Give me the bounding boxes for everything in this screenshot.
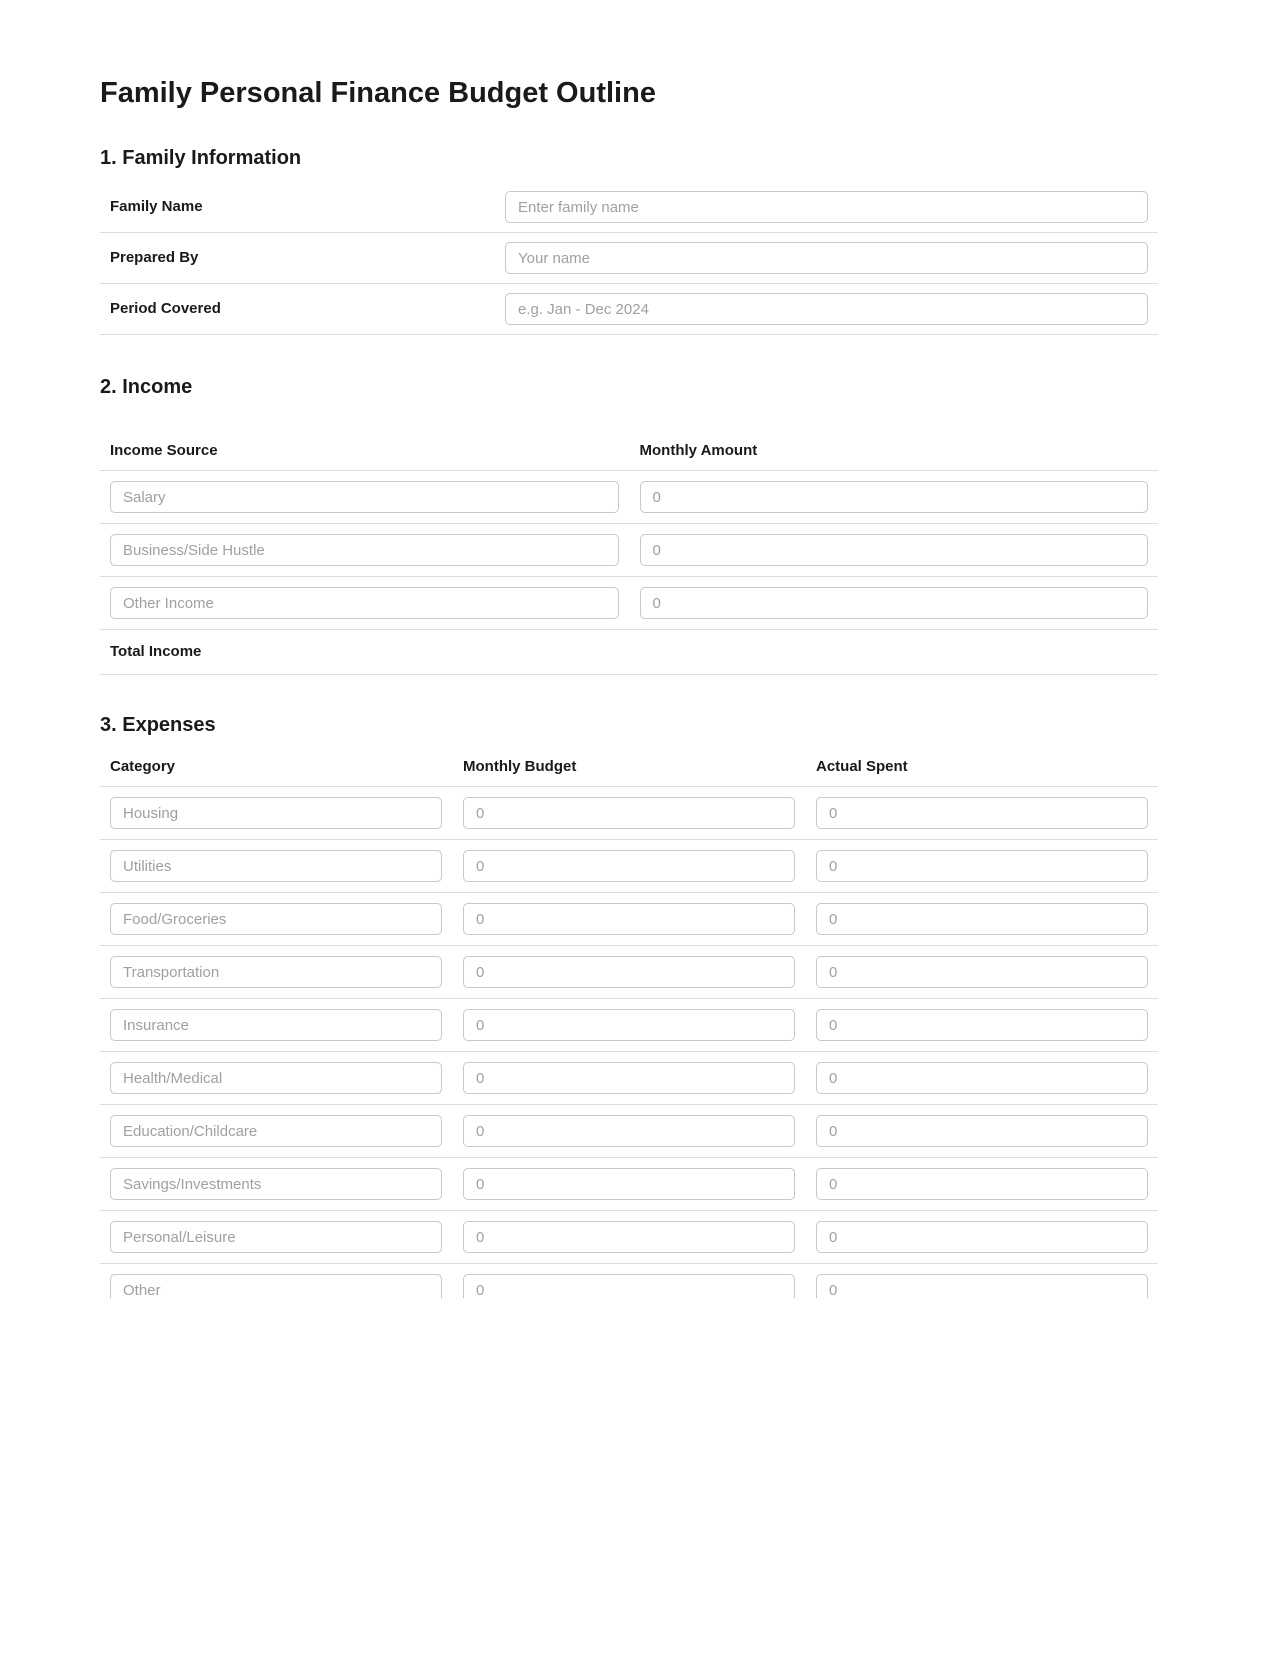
- expense-row-transportation: [100, 946, 1158, 999]
- expense-actual-input-personal[interactable]: [816, 1221, 1148, 1253]
- expense-category-input-insurance[interactable]: [110, 1009, 442, 1041]
- expense-row-utilities: [100, 840, 1158, 893]
- income-table-header: [100, 429, 1158, 471]
- page-title: Family Personal Finance Budget Outline: [100, 77, 656, 109]
- expense-actual-input-food[interactable]: [816, 903, 1148, 935]
- expense-actual-input-transportation[interactable]: [816, 956, 1148, 988]
- expense-budget-input-education[interactable]: [463, 1115, 795, 1147]
- expense-actual-input-other[interactable]: [816, 1274, 1148, 1298]
- family-info-heading: 1. Family Information: [100, 147, 302, 169]
- income-row-other: [100, 577, 1158, 630]
- expense-actual-input-savings[interactable]: [816, 1168, 1148, 1200]
- expense-budget-input-health[interactable]: [463, 1062, 795, 1094]
- expense-actual-input-health[interactable]: [816, 1062, 1148, 1094]
- expense-budget-input-utilities[interactable]: [463, 850, 795, 882]
- actual-spent-column-header: Actual Spent: [816, 758, 908, 775]
- expense-row-education: [100, 1105, 1158, 1158]
- expense-actual-input-education[interactable]: [816, 1115, 1148, 1147]
- prepared-by-label: Prepared By: [110, 249, 199, 266]
- income-amount-input-other[interactable]: [640, 587, 1149, 619]
- income-amount-input-business[interactable]: [640, 534, 1149, 566]
- income-row-business: [100, 524, 1158, 577]
- expense-row-personal: [100, 1211, 1158, 1264]
- income-row-salary: [100, 471, 1158, 524]
- expense-actual-input-utilities[interactable]: [816, 850, 1148, 882]
- expense-row-other: [100, 1264, 1158, 1298]
- expense-category-input-personal[interactable]: [110, 1221, 442, 1253]
- expense-budget-input-other[interactable]: [463, 1274, 795, 1298]
- expense-budget-input-savings[interactable]: [463, 1168, 795, 1200]
- expense-row-food: [100, 893, 1158, 946]
- expense-row-health: [100, 1052, 1158, 1105]
- expense-category-input-food[interactable]: [110, 903, 442, 935]
- expenses-heading: 3. Expenses: [100, 714, 216, 736]
- form-row-prepared-by: [100, 233, 1158, 284]
- form-container: [100, 76, 1158, 1298]
- prepared-by-input[interactable]: [505, 242, 1148, 274]
- total-income-label: Total Income: [110, 643, 202, 660]
- expense-budget-input-housing[interactable]: [463, 797, 795, 829]
- expense-category-input-health[interactable]: [110, 1062, 442, 1094]
- monthly-budget-column-header: Monthly Budget: [463, 758, 577, 775]
- total-income-row: [100, 630, 1158, 675]
- expense-category-input-transportation[interactable]: [110, 956, 442, 988]
- income-source-input-other[interactable]: [110, 587, 619, 619]
- expense-category-input-utilities[interactable]: [110, 850, 442, 882]
- expense-category-input-education[interactable]: [110, 1115, 442, 1147]
- form-row-period-covered: [100, 284, 1158, 335]
- income-amount-input-salary[interactable]: [640, 481, 1149, 513]
- monthly-amount-column-header: Monthly Amount: [639, 442, 758, 459]
- expense-budget-input-food[interactable]: [463, 903, 795, 935]
- form-row-family-name: [100, 182, 1158, 233]
- expense-row-savings: [100, 1158, 1158, 1211]
- period-covered-input[interactable]: [505, 293, 1148, 325]
- expense-actual-input-insurance[interactable]: [816, 1009, 1148, 1041]
- category-column-header: Category: [110, 758, 176, 775]
- expense-budget-input-insurance[interactable]: [463, 1009, 795, 1041]
- family-name-input[interactable]: [505, 191, 1148, 223]
- income-source-input-salary[interactable]: [110, 481, 619, 513]
- income-source-input-business[interactable]: [110, 534, 619, 566]
- expense-category-input-savings[interactable]: [110, 1168, 442, 1200]
- expense-category-input-housing[interactable]: [110, 797, 442, 829]
- expense-row-housing: [100, 787, 1158, 840]
- expenses-table-header: [100, 745, 1158, 787]
- income-heading: 2. Income: [100, 376, 193, 398]
- expense-row-insurance: [100, 999, 1158, 1052]
- expense-budget-input-transportation[interactable]: [463, 956, 795, 988]
- expense-budget-input-personal[interactable]: [463, 1221, 795, 1253]
- income-source-column-header: Income Source: [110, 442, 218, 459]
- expense-category-input-other[interactable]: [110, 1274, 442, 1298]
- expense-actual-input-housing[interactable]: [816, 797, 1148, 829]
- family-name-label: Family Name: [110, 198, 203, 215]
- period-covered-label: Period Covered: [110, 300, 221, 317]
